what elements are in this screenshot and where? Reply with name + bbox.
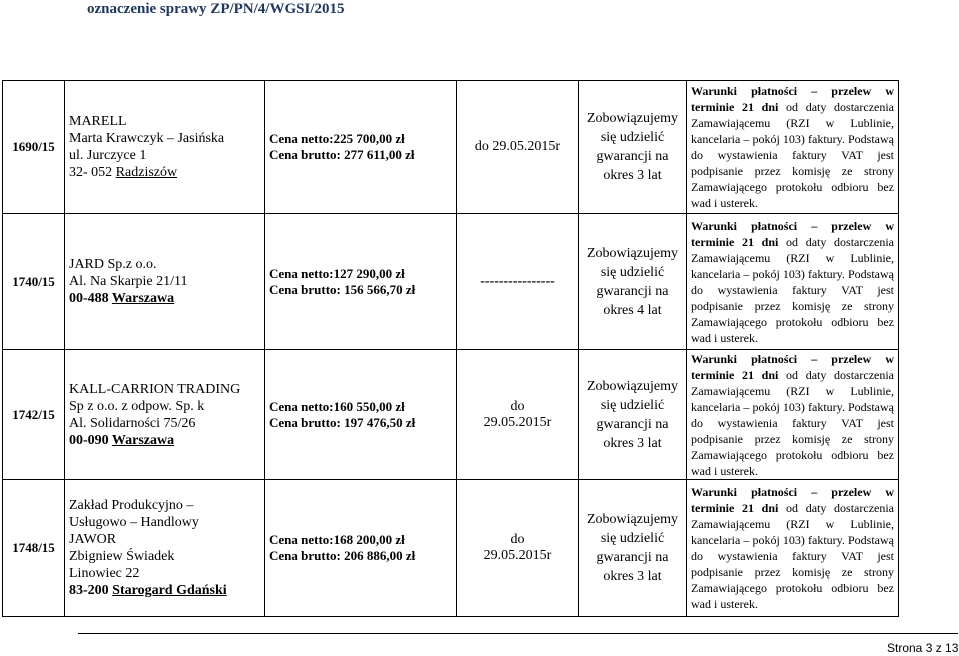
price-gross: Cena brutto: 156 566,70 zł [269, 281, 416, 297]
price-cell [265, 350, 457, 480]
payment-terms: Warunki płatności – przelew w terminie 21 dni od daty dostarczenia Zamawiającemu (RZI w Lublinie, kancelaria – pokój 103) faktury. Podstawą do wystawienia faktury VAT jest podpisanie przez komisję ze strony Zamawiającego protokołu odbioru bez wad i usterek. [687, 214, 899, 350]
contractor-line: JAWOR [69, 532, 117, 547]
contractor-line: Zakład Produkcyjno – [69, 498, 194, 513]
contractor-line: Zbigniew Świadek [69, 549, 175, 564]
contractor-line: 32- 052 Radziszów [69, 165, 178, 180]
table-row [3, 480, 899, 617]
price-cell [265, 81, 457, 214]
contractor-line: Sp z o.o. z odpow. Sp. k [69, 398, 205, 414]
delivery-date: do 29.05.2015r [457, 350, 579, 480]
delivery-date: ---------------- [457, 214, 579, 350]
offer-number: 1690/15 [3, 81, 65, 214]
contractor-line: 00-090 Warszawa [69, 432, 175, 448]
price-cell [265, 214, 457, 350]
table-row [3, 81, 899, 214]
table-row [3, 350, 899, 480]
price-gross: Cena brutto: 197 476,50 zł [269, 414, 416, 430]
contractor-line: Al. Solidarności 75/26 [69, 415, 196, 431]
contractor-line: JARD Sp.z o.o. [69, 257, 157, 272]
price-net: Cena netto:168 200,00 zł [269, 532, 405, 547]
price-net: Cena netto:160 550,00 zł [269, 398, 405, 414]
contractor-line: MARELL [69, 114, 127, 129]
contractor-line: Marta Krawczyk – Jasińska [69, 131, 225, 146]
guarantee-cell: Zobowiązujemy się udzielić gwarancji na okres 3 lat [579, 81, 687, 214]
price-gross: Cena brutto: 277 611,00 zł [269, 147, 415, 162]
contractor-line: Usługowo – Handlowy [69, 515, 199, 530]
offer-number: 1742/15 [3, 350, 65, 480]
table-row [3, 214, 899, 350]
price-gross: Cena brutto: 206 886,00 zł [269, 548, 416, 563]
price-net: Cena netto:225 700,00 zł [269, 131, 405, 146]
contractor-line: Linowiec 22 [69, 566, 140, 581]
contractor-line: 83-200 Starogard Gdański [69, 583, 227, 598]
price-net: Cena netto:127 290,00 zł [269, 265, 405, 281]
payment-terms: Warunki płatności – przelew w terminie 21 dni od daty dostarczenia Zamawiającemu (RZI w Lublinie, kancelaria – pokój 103) faktury. Podstawą do wystawienia faktury VAT jest podpisanie przez komisję ze strony Zamawiającego protokołu odbioru bez wad i usterek. [687, 350, 899, 480]
contractor-line: KALL-CARRION TRADING [69, 381, 241, 397]
payment-terms: Warunki płatności – przelew w terminie 21 dni od daty dostarczenia Zamawiającemu (RZI w Lublinie, kancelaria – pokój 103) faktury. Podstawą do wystawienia faktury VAT jest podpisanie przez komisję ze strony Zamawiającego protokołu odbioru bez wad i usterek. [687, 480, 899, 617]
offer-number: 1740/15 [3, 214, 65, 350]
offers-table [2, 80, 899, 617]
delivery-date: do 29.05.2015r [457, 81, 579, 214]
page-number: Strona 3 z 13 [887, 641, 959, 655]
contractor-line: 00-488 Warszawa [69, 291, 175, 306]
contractor-cell [65, 214, 265, 350]
price-cell [265, 480, 457, 617]
case-number-header: oznaczenie sprawy ZP/PN/4/WGSI/2015 [87, 1, 345, 17]
delivery-date: do 29.05.2015r [457, 480, 579, 617]
offer-number: 1748/15 [3, 480, 65, 617]
contractor-cell [65, 350, 265, 480]
payment-terms: Warunki płatności – przelew w terminie 21 dni od daty dostarczenia Zamawiającemu (RZI w Lublinie, kancelaria – pokój 103) faktury. Podstawą do wystawienia faktury VAT jest podpisanie przez komisję ze strony Zamawiającego protokołu odbioru bez wad i usterek. [687, 81, 899, 214]
guarantee-cell: Zobowiązujemy się udzielić gwarancji na okres 4 lat [579, 214, 687, 350]
contractor-line: Al. Na Skarpie 21/11 [69, 274, 188, 289]
footer-divider [78, 633, 958, 634]
contractor-cell [65, 81, 265, 214]
contractor-line: ul. Jurczyce 1 [69, 148, 147, 163]
guarantee-cell: Zobowiązujemy się udzielić gwarancji na okres 3 lat [579, 350, 687, 480]
contractor-cell [65, 480, 265, 617]
guarantee-cell: Zobowiązujemy się udzielić gwarancji na okres 3 lat [579, 480, 687, 617]
